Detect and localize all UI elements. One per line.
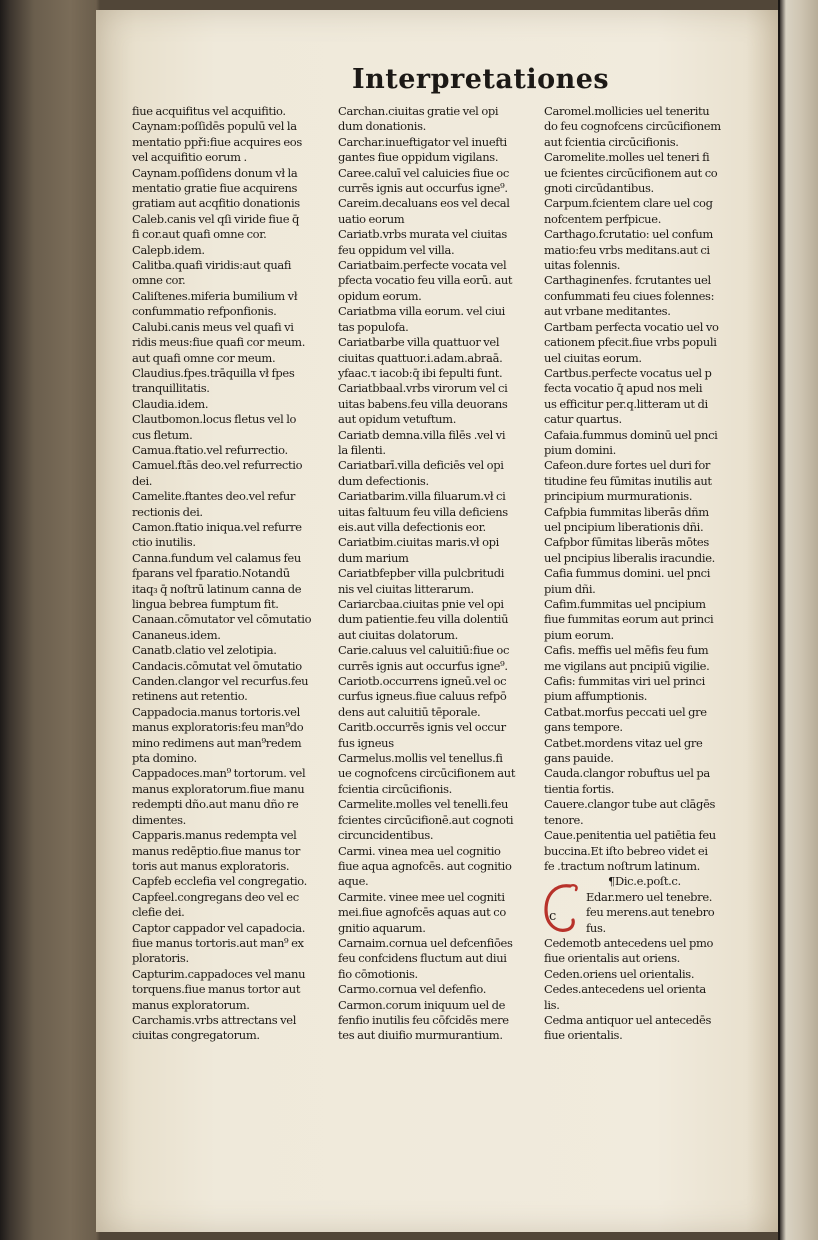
text-line: Cariatbim.ciuitas maris.vł opi bbox=[338, 535, 499, 550]
text-line: cus fletum. bbox=[132, 427, 193, 442]
text-line: Carie.caluus vel caluitiū:fiue oc bbox=[338, 643, 510, 658]
section-d-heading: ¶Dic.e.poſt.c. bbox=[608, 874, 681, 889]
text-line: buccina.Et iſto bebreo videt ei bbox=[544, 843, 708, 858]
text-line: uitas babens.feu villa deuorans bbox=[338, 396, 508, 411]
text-line: Cariatbma villa eorum. vel ciui bbox=[338, 304, 505, 319]
text-line: dei. bbox=[132, 473, 153, 488]
section-d-entries bbox=[544, 936, 746, 1044]
text-line: titudine feu fūmitas inutilis aut bbox=[544, 473, 712, 488]
drop-initial-d bbox=[540, 880, 580, 940]
section-d-line-1: feu merens.aut tenebro bbox=[586, 905, 715, 920]
text-line: aut fcientia circūcifionis. bbox=[544, 134, 679, 149]
text-line: Careim.decaluans eos vel decal bbox=[338, 196, 510, 211]
text-line: fiue orientalis aut oriens. bbox=[544, 951, 680, 966]
text-line: me vigilans aut pncipiū vigilie. bbox=[544, 658, 710, 673]
text-line: Cafis: fummitas viri uel princi bbox=[544, 674, 705, 689]
text-line: opidum eorum. bbox=[338, 288, 422, 303]
text-line: manus exploratorum.fiue manu bbox=[132, 781, 305, 796]
text-line: Calepb.idem. bbox=[132, 242, 205, 257]
text-line: Cappadoces.man⁹ tortorum. vel bbox=[132, 766, 306, 781]
text-line: tranquillitatis. bbox=[132, 381, 210, 396]
text-line: Caree.caluī vel caluicies fiue oc bbox=[338, 165, 509, 180]
text-line: Cariatb.vrbs murata vel ciuitas bbox=[338, 227, 507, 242]
text-line: toris aut manus exploratoris. bbox=[132, 858, 290, 873]
text-line: Carmelus.mollis vel tenellus.fi bbox=[338, 751, 503, 766]
text-line: ue fcientes circūcifionem aut co bbox=[544, 165, 718, 180]
text-line: Caynam.poſſidens donum vł la bbox=[132, 165, 298, 180]
text-line: Cafpbia fummitas liberās dñm bbox=[544, 504, 709, 519]
text-line: Cafpbor fūmitas liberās mōtes bbox=[544, 535, 709, 550]
paragraph-mark-icon: ¶ bbox=[608, 874, 615, 889]
text-line: Cariatbarī.villa deficiēs vel opi bbox=[338, 458, 504, 473]
text-line: Cartbam perfecta vocatio uel vo bbox=[544, 319, 719, 334]
facing-page-edge bbox=[780, 0, 818, 1240]
text-line: Cafim.fummitas uel pncipium bbox=[544, 597, 706, 611]
text-line: ue cognofcens circūcifionem aut bbox=[338, 766, 516, 781]
text-line: ctio inutilis. bbox=[132, 535, 196, 550]
text-line: gratiam aut acqfitio donationis bbox=[132, 196, 300, 211]
text-line: lis. bbox=[544, 997, 560, 1012]
text-line: tientia fortis. bbox=[544, 781, 615, 796]
text-line: us efficitur per.q.litteram ut di bbox=[544, 396, 708, 411]
text-line: mino redimens aut man⁹redem bbox=[132, 735, 302, 750]
text-line: Cafia fummus domini. uel pnci bbox=[544, 566, 711, 581]
text-line: gnoti circūdantibus. bbox=[544, 181, 654, 196]
text-line: fcientia circūcifionis. bbox=[338, 781, 452, 796]
text-line: Cariatbaim.perfecte vocata vel bbox=[338, 258, 507, 273]
text-line: Canaan.cōmutator vel cōmutatio bbox=[132, 612, 312, 627]
text-line: la filenti. bbox=[338, 442, 386, 457]
text-line: Carthago.fcrutatio: uel confum bbox=[544, 227, 713, 242]
text-line: aut vrbane meditantes. bbox=[544, 304, 671, 319]
text-line: Caue.penitentia uel patiētia feu bbox=[544, 828, 716, 843]
text-line: fe .tractum noſtrum latinum. bbox=[544, 858, 700, 873]
text-line: Cedemotb antecedens uel pmo bbox=[544, 935, 714, 950]
text-line: Captor cappador vel capadocia. bbox=[132, 920, 306, 935]
text-line: lingua bebrea fumptum fit. bbox=[132, 597, 279, 611]
text-line: catur quartus. bbox=[544, 412, 622, 427]
text-line: aut quafi omne cor meum. bbox=[132, 350, 276, 365]
text-line: Carnaim.cornua uel defcenfiōes bbox=[338, 935, 513, 950]
text-line: Canden.clangor vel recurfus.feu bbox=[132, 674, 309, 689]
text-line: fiue fummitas eorum aut princi bbox=[544, 612, 714, 627]
text-line: Cafis. meffis uel mēfis feu fum bbox=[544, 643, 709, 658]
text-line: confummatio refponfionis. bbox=[132, 304, 277, 319]
text-line: omne cor. bbox=[132, 273, 186, 288]
text-line: Calitba.quafi viridis:aut quafi bbox=[132, 258, 292, 273]
text-line: fiue acquifitus vel acquifitio. bbox=[132, 104, 286, 118]
text-line: Clautbomon.locus fletus vel lo bbox=[132, 412, 297, 427]
text-line: cationem pfecit.fiue vrbs populi bbox=[544, 335, 717, 350]
text-line: gans tempore. bbox=[544, 720, 623, 735]
text-line: vel acquifitio eorum . bbox=[132, 150, 247, 165]
text-line: Cariotb.occurrens igneū.vel oc bbox=[338, 674, 507, 689]
text-line: fenfio inutilis feu cōfcidēs mere bbox=[338, 1012, 509, 1027]
text-line: gnitio aquarum. bbox=[338, 920, 426, 935]
text-line: torquens.fiue manus tortor aut bbox=[132, 982, 301, 997]
text-line: aque. bbox=[338, 874, 369, 889]
text-line: ciuitas congregatorum. bbox=[132, 1028, 260, 1043]
text-line: Caromelite.molles uel teneri fi bbox=[544, 150, 710, 165]
text-line: Cedma antiquor uel antecedēs bbox=[544, 1012, 712, 1027]
text-line: Cananeus.idem. bbox=[132, 627, 221, 642]
text-line: Capparis.manus redempta vel bbox=[132, 828, 297, 843]
text-line: Carmi. vinea mea uel cognitio bbox=[338, 843, 501, 858]
text-line: Carmite. vinee mee uel cogniti bbox=[338, 889, 505, 904]
page-title: Interpretationes bbox=[352, 64, 610, 95]
rubric-initial-icon bbox=[540, 880, 580, 940]
text-line: Camua.ftatio.vel refurrectio. bbox=[132, 442, 288, 457]
text-line: Calubi.canis meus vel quafi vi bbox=[132, 319, 294, 334]
text-line: pium domini. bbox=[544, 442, 616, 457]
text-line: Cariatbarim.villa filuarum.vł ci bbox=[338, 489, 506, 504]
text-line: Caleb.canis vel qſi viride fiue q̄ bbox=[132, 211, 299, 226]
text-line: ciuitas quattuor.i.adam.abraā. bbox=[338, 350, 503, 365]
text-line: rectionis dei. bbox=[132, 504, 203, 519]
text-line: Ceden.oriens uel orientalis. bbox=[544, 966, 695, 981]
text-line: pta domino. bbox=[132, 751, 197, 766]
text-line: Catbet.mordens vitaz uel gre bbox=[544, 735, 703, 750]
text-line: uitas faltuum feu villa deficiens bbox=[338, 504, 508, 519]
text-line: Cedes.antecedens uel orienta bbox=[544, 982, 706, 997]
text-line: manus exploratorum. bbox=[132, 997, 250, 1012]
text-line: matio:feu vrbs meditans.aut ci bbox=[544, 242, 710, 257]
text-line: Cappadocia.manus tortoris.vel bbox=[132, 704, 300, 719]
text-column-2 bbox=[338, 104, 536, 1044]
text-line: mentatio ppři:fiue acquires eos bbox=[132, 134, 302, 149]
text-line: Cariatb demna.villa filēs .vel vi bbox=[338, 427, 506, 442]
text-line: do feu cognofcens circūcifionem bbox=[544, 119, 721, 134]
text-line: pium dñi. bbox=[544, 581, 596, 596]
text-line: tas populofa. bbox=[338, 319, 409, 334]
text-line: pium affumptionis. bbox=[544, 689, 648, 704]
text-line: fcientes circūcifionē.aut cognoti bbox=[338, 812, 514, 827]
text-line: Canna.fundum vel calamus feu bbox=[132, 550, 301, 565]
text-line: tes aut diuifio murmurantium. bbox=[338, 1028, 503, 1043]
text-line: manus redēptio.fiue manus tor bbox=[132, 843, 300, 858]
column-3-entries bbox=[544, 104, 746, 874]
text-line: Capfeel.congregans deo vel ec bbox=[132, 889, 299, 904]
text-line: circuncidentibus. bbox=[338, 828, 434, 843]
text-line: nis vel ciuitas litterarum. bbox=[338, 581, 474, 596]
text-line: pfecta vocatio feu villa eorū. aut bbox=[338, 273, 513, 288]
text-line: currēs ignis aut occurfus igne⁹. bbox=[338, 181, 508, 196]
text-line: Caritb.occurrēs ignis vel occur bbox=[338, 720, 506, 735]
text-line: Caliſtenes.miferia bumilium vł bbox=[132, 288, 298, 303]
text-line: uel pncipius liberalis iracundie. bbox=[544, 550, 715, 565]
text-line: curfus igneus.fiue caluus refpō bbox=[338, 689, 507, 704]
text-line: fi cor.aut quafi omne cor. bbox=[132, 227, 267, 242]
text-line: Carmon.corum iniquum uel de bbox=[338, 997, 506, 1012]
text-line: aut ciuitas dolatorum. bbox=[338, 627, 458, 642]
text-line: Cariatbfepber villa pulcbritudi bbox=[338, 566, 505, 581]
text-line: mei.fiue agnofcēs aquas aut co bbox=[338, 905, 506, 920]
text-line: Claudia.idem. bbox=[132, 396, 209, 411]
text-line: fiue aqua agnofcēs. aut cognitio bbox=[338, 858, 512, 873]
text-line: Cartbus.perfecte vocatus uel p bbox=[544, 365, 712, 380]
text-line: Capfeb ecclefia vel congregatio. bbox=[132, 874, 307, 889]
text-line: fparans vel fparatio.Notandū bbox=[132, 566, 290, 581]
drop-guide-letter: c bbox=[549, 909, 557, 924]
text-line: Cauere.clangor tube aut clāgēs bbox=[544, 797, 716, 812]
text-line: gans pauide. bbox=[544, 751, 614, 766]
text-line: dimentes. bbox=[132, 812, 186, 827]
text-line: pium eorum. bbox=[544, 627, 614, 642]
text-line: dum defectionis. bbox=[338, 473, 429, 488]
text-line: Cariarcbaa.ciuitas pnie vel opi bbox=[338, 597, 504, 611]
text-line: Carmelite.molles vel tenelli.feu bbox=[338, 797, 509, 812]
text-line: Cafeon.dure fortes uel duri for bbox=[544, 458, 711, 473]
text-line: confummati feu ciues folennes: bbox=[544, 288, 715, 303]
section-d-line-2: fus. bbox=[586, 920, 606, 935]
text-line: Claudius.fpes.trāquilla vł fpes bbox=[132, 365, 295, 380]
text-line: gantes fiue oppidum vigilans. bbox=[338, 150, 499, 165]
text-line: dum donationis. bbox=[338, 119, 426, 134]
text-line: ploratoris. bbox=[132, 951, 189, 966]
text-line: Candacis.cōmutat vel ōmutatio bbox=[132, 658, 302, 673]
text-line: currēs ignis aut occurfus igne⁹. bbox=[338, 658, 508, 673]
text-line: clefie dei. bbox=[132, 905, 185, 920]
text-line: ridis meus:fiue quafi cor meum. bbox=[132, 335, 306, 350]
text-line: principium murmurationis. bbox=[544, 489, 693, 504]
text-line: Camelite.ftantes deo.vel refur bbox=[132, 489, 296, 504]
section-d-line-0: Edar.mero uel tenebre. bbox=[586, 889, 713, 904]
text-line: eis.aut villa defectionis eor. bbox=[338, 519, 486, 534]
text-line: nofcentem perfpicue. bbox=[544, 211, 661, 226]
text-line: redempti dño.aut manu dño re bbox=[132, 797, 299, 812]
text-line: Carpum.fcientem clare uel cog bbox=[544, 196, 713, 211]
text-line: manus exploratoris:feu man⁹do bbox=[132, 720, 304, 735]
text-line: fecta vocatio q̄ apud nos meli bbox=[544, 381, 703, 396]
text-line: dum patientie.feu villa dolentiū bbox=[338, 612, 509, 627]
text-line: tenore. bbox=[544, 812, 584, 827]
text-line: Caromel.mollicies uel teneritu bbox=[544, 104, 710, 118]
text-line: fiue orientalis. bbox=[544, 1028, 623, 1043]
text-line: retinens aut retentio. bbox=[132, 689, 248, 704]
text-line: Cafaia.fummus dominū uel pnci bbox=[544, 427, 718, 442]
text-line: Carchar.inueftigator vel inuefti bbox=[338, 134, 507, 149]
text-line: uatio eorum bbox=[338, 211, 405, 226]
text-line: Canatb.clatio vel zelotipia. bbox=[132, 643, 277, 658]
text-line: yfaac.τ iacob:q̄ ibi fepulti funt. bbox=[338, 365, 503, 380]
text-line: Caynam:poſſidēs populū vel la bbox=[132, 119, 297, 134]
text-line: Carchan.ciuitas gratie vel opi bbox=[338, 104, 499, 118]
text-line: uitas folennis. bbox=[544, 258, 621, 273]
text-line: fio cōmotionis. bbox=[338, 966, 418, 981]
text-line: Camuel.ftās deo.vel refurrectio bbox=[132, 458, 303, 473]
text-line: dens aut caluitiū tēporale. bbox=[338, 704, 481, 719]
text-line: Carchamis.vrbs attrectans vel bbox=[132, 1012, 297, 1027]
text-line: itaq₃ q̄ noſtrū latinum canna de bbox=[132, 581, 302, 596]
text-line: fiue manus tortoris.aut man⁹ ex bbox=[132, 935, 304, 950]
text-line: Cariatbbaal.vrbs virorum vel ci bbox=[338, 381, 508, 396]
text-line: mentatio gratie fiue acquirens bbox=[132, 181, 298, 196]
text-line: Capturim.cappadoces vel manu bbox=[132, 966, 306, 981]
text-line: aut opidum vetuftum. bbox=[338, 412, 457, 427]
text-line: feu oppidum vel villa. bbox=[338, 242, 455, 257]
text-line: feu confcidens fluctum aut diui bbox=[338, 951, 507, 966]
text-column-1 bbox=[132, 104, 330, 1044]
text-line: Cariatbarbe villa quattuor vel bbox=[338, 335, 500, 350]
text-line: uel pncipium liberationis dñi. bbox=[544, 519, 704, 534]
text-line: dum marium bbox=[338, 550, 409, 565]
text-line: fus igneus bbox=[338, 735, 394, 750]
text-line: Carmo.cornua vel defenfio. bbox=[338, 982, 487, 997]
text-line: Catbat.morfus peccati uel gre bbox=[544, 704, 707, 719]
text-line: uel ciuitas eorum. bbox=[544, 350, 642, 365]
text-line: Camon.ftatio iniqua.vel refurre bbox=[132, 519, 302, 534]
text-line: Cauda.clangor robuftus uel pa bbox=[544, 766, 710, 781]
text-line: Carthaginenfes. fcrutantes uel bbox=[544, 273, 711, 288]
